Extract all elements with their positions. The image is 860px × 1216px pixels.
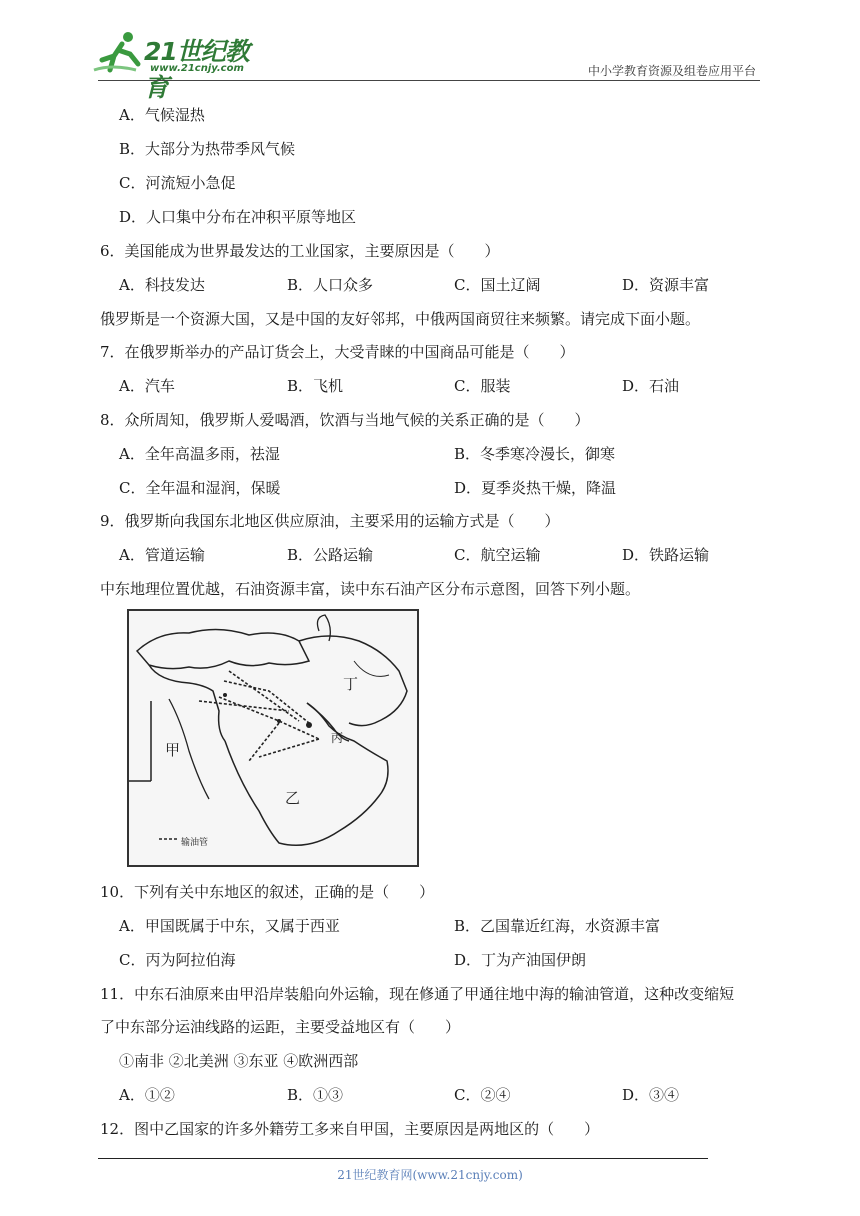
q10-option-d: D．丁为产油国伊朗: [454, 951, 587, 969]
q8-option-c: C．全年温和湿润，保暖: [119, 479, 281, 497]
mideast-oil-map: [127, 609, 419, 867]
q5-option-c: C．河流短小急促: [119, 174, 236, 192]
site-logo: [92, 30, 267, 102]
q10-option-b: B．乙国靠近红海，水资源丰富: [454, 917, 661, 935]
q9-option-c: C．航空运输: [454, 546, 541, 564]
q11-choices: ①南非 ②北美洲 ③东亚 ④欧洲西部: [119, 1052, 359, 1070]
map-label-yi: 乙: [285, 789, 301, 807]
q8-option-a: A．全年高温多雨，祛湿: [119, 445, 280, 463]
logo-text: 21世纪教育: [144, 37, 249, 102]
map-label-bing: 丙: [331, 731, 344, 745]
q6-option-c: C．国土辽阔: [454, 276, 541, 294]
q10-stem: 10．下列有关中东地区的叙述，正确的是（ ）: [100, 883, 435, 901]
q9-option-b: B．公路运输: [287, 546, 374, 564]
q7-option-c: C．服装: [454, 377, 511, 395]
q8-stem: 8．众所周知，俄罗斯人爱喝酒，饮酒与当地气候的关系正确的是（ ）: [100, 411, 590, 429]
q11-stem-line2: 了中东部分运油线路的运距，主要受益地区有（ ）: [100, 1018, 461, 1036]
q7-option-b: B．飞机: [287, 377, 344, 395]
q5-option-a: A．气候湿热: [119, 106, 205, 124]
q11-option-a: A．①②: [119, 1086, 175, 1104]
q10-option-c: C．丙为阿拉伯海: [119, 951, 236, 969]
logo-url: www.21cnjy.com: [150, 63, 244, 74]
intro-russia: 俄罗斯是一个资源大国，又是中国的友好邻邦，中俄两国商贸往来频繁。请完成下面小题。: [100, 310, 701, 328]
map-label-ding: 丁: [343, 675, 359, 693]
q7-option-d: D．石油: [622, 377, 680, 395]
q6-option-a: A．科技发达: [119, 276, 205, 294]
page-footer: 21世纪教育网(www.21cnjy.com): [337, 1168, 523, 1182]
runner-logo-icon: [92, 30, 148, 74]
q6-stem: 6．美国能成为世界最发达的工业国家，主要原因是（ ）: [100, 242, 500, 260]
q6-option-d: D．资源丰富: [622, 276, 710, 294]
q5-option-d: D．人口集中分布在冲积平原等地区: [119, 208, 357, 226]
map-label-jia: 甲: [165, 741, 181, 759]
q6-option-b: B．人口众多: [287, 276, 374, 294]
header-divider: [98, 80, 760, 81]
page-header: [0, 0, 860, 102]
q11-stem-line1: 11．中东石油原来由甲沿岸装船向外运输，现在修通了甲通往地中海的输油管道，这种改变缩短: [100, 985, 735, 1003]
q9-option-a: A．管道运输: [119, 546, 205, 564]
footer-divider: [98, 1158, 708, 1159]
intro-mideast: 中东地理位置优越，石油资源丰富，读中东石油产区分布示意图，回答下列小题。: [100, 580, 641, 598]
q7-stem: 7．在俄罗斯举办的产品订货会上，大受青睐的中国商品可能是（ ）: [100, 343, 575, 361]
q12-stem: 12．图中乙国家的许多外籍劳工多来自甲国，主要原因是两地区的（ ）: [100, 1120, 600, 1138]
q9-stem: 9．俄罗斯向我国东北地区供应原油，主要采用的运输方式是（ ）: [100, 512, 560, 530]
map-legend-pipeline: 输油管: [181, 838, 209, 848]
q8-option-b: B．冬季寒冷漫长，御寒: [454, 445, 616, 463]
q5-option-b: B．大部分为热带季风气候: [119, 140, 296, 158]
platform-name: 中小学教育资源及组卷应用平台: [587, 64, 756, 78]
q9-option-d: D．铁路运输: [622, 546, 710, 564]
q11-option-d: D．③④: [622, 1086, 680, 1104]
q7-option-a: A．汽车: [119, 377, 175, 395]
mideast-map-drawing: [129, 611, 417, 865]
q11-option-c: C．②④: [454, 1086, 511, 1104]
q10-option-a: A．甲国既属于中东，又属于西亚: [119, 917, 340, 935]
q8-option-d: D．夏季炎热干燥，降温: [454, 479, 617, 497]
q11-option-b: B．①③: [287, 1086, 344, 1104]
